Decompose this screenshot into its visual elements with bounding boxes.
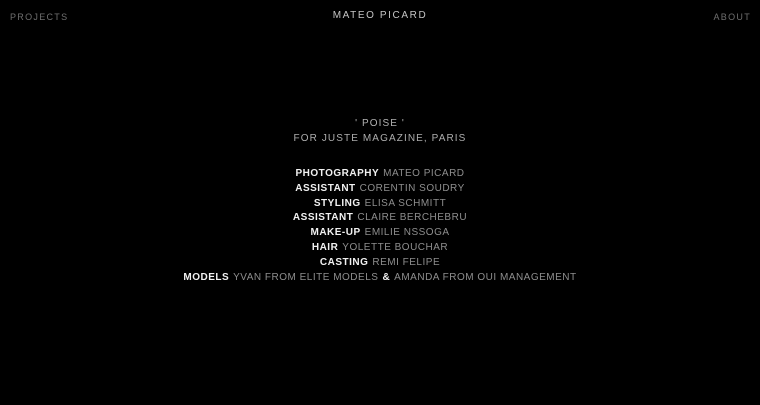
credit-value: CLAIRE BERCHEBRU — [357, 212, 468, 224]
site-title-home-link[interactable]: MATEO PICARD — [332, 10, 428, 21]
credit-label: MODELS — [183, 271, 230, 283]
credit-label: MAKE-UP — [310, 227, 361, 239]
project-subtitle: FOR JUSTE MAGAZINE, PARIS — [293, 133, 467, 144]
credit-value: YOLETTE BOUCHAR — [342, 241, 449, 253]
credit-value: YVAN FROM ELITE MODELS — [233, 271, 379, 283]
credit-row-hair — [0, 241, 760, 256]
credit-value: REMI FELIPE — [372, 256, 441, 268]
credit-value: ELISA SCHMITT — [364, 197, 447, 209]
credit-row-photography — [0, 167, 760, 182]
credit-label: ASSISTANT — [292, 212, 354, 224]
credit-row-assistant-1 — [0, 182, 760, 197]
credit-value: CORENTIN SOUDRY — [359, 182, 465, 194]
project-title: ' POISE ' — [355, 118, 405, 129]
credit-value: AMANDA FROM OUI MANAGEMENT — [394, 271, 577, 283]
credit-row-styling — [0, 197, 760, 212]
credit-row-models — [0, 271, 760, 286]
credit-label: PHOTOGRAPHY — [295, 168, 380, 179]
credit-row-casting — [0, 256, 760, 271]
nav-link-projects[interactable]: PROJECTS — [10, 12, 69, 22]
credit-label: ASSISTANT — [295, 182, 356, 194]
credit-value: EMILIE NSSOGA — [364, 227, 450, 239]
credit-label: HAIR — [311, 241, 339, 253]
credits-list — [0, 167, 760, 285]
credit-label: CASTING — [319, 256, 369, 268]
credit-value: MATEO PICARD — [383, 168, 465, 179]
credit-label: STYLING — [313, 197, 361, 209]
credit-row-makeup — [0, 226, 760, 241]
credit-ampersand: & — [382, 271, 391, 283]
credit-row-assistant-2 — [0, 211, 760, 226]
nav-link-about[interactable]: ABOUT — [713, 12, 751, 22]
